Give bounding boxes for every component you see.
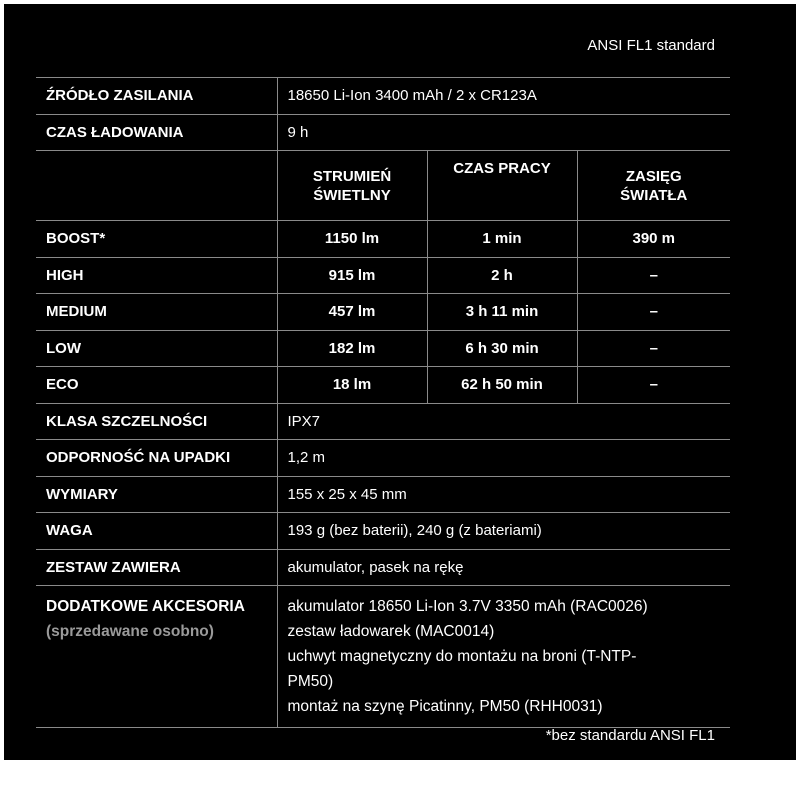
mode-row: [36, 367, 730, 404]
row-label: ŹRÓDŁO ZASILANIA: [46, 87, 194, 105]
mode-row: [36, 330, 730, 367]
row-label: WYMIARY: [46, 485, 118, 503]
mode-runtime: 62 h 50 min: [427, 367, 577, 404]
mode-runtime: 2 h: [427, 257, 577, 294]
accessory-item: zestaw ładowarek (MAC0014): [287, 623, 495, 640]
accessories-sublabel: (sprzedawane osobno): [46, 623, 214, 640]
row-value: 155 x 25 x 45 mm: [277, 476, 730, 513]
mode-name: BOOST*: [46, 230, 106, 248]
modes-header-row: [36, 151, 730, 221]
row-label: WAGA: [46, 522, 93, 540]
table-row: [36, 549, 730, 586]
mode-range: –: [577, 367, 730, 404]
mode-range: 390 m: [577, 221, 730, 258]
spec-table: [36, 77, 730, 728]
mode-range: –: [577, 294, 730, 331]
table-row: [36, 114, 730, 151]
accessory-item: PM50): [287, 673, 334, 690]
table-row: [36, 78, 730, 115]
accessories-list: [277, 586, 730, 728]
table-row: [36, 440, 730, 477]
accessory-item: uchwyt magnetyczny do montażu na broni (T-NTP-: [287, 648, 637, 665]
row-value: 1,2 m: [277, 440, 730, 477]
table-row: [36, 513, 730, 550]
mode-row: [36, 221, 730, 258]
mode-range: –: [577, 330, 730, 367]
row-value: 9 h: [277, 114, 730, 151]
table-row: [36, 403, 730, 440]
row-label: ZESTAW ZAWIERA: [46, 558, 181, 576]
footnote: *bez standardu ANSI FL1: [545, 727, 715, 744]
header-range: ZASIĘG ŚWIATŁA: [577, 151, 730, 221]
accessories-row: [36, 586, 730, 728]
mode-runtime: 1 min: [427, 221, 577, 258]
mode-name: MEDIUM: [46, 303, 107, 321]
row-value: akumulator, pasek na rękę: [277, 549, 730, 586]
mode-row: [36, 257, 730, 294]
mode-name: HIGH: [46, 266, 84, 284]
header-lumens: STRUMIEŃ ŚWIETLNY: [277, 151, 427, 221]
mode-runtime: 6 h 30 min: [427, 330, 577, 367]
mode-lumens: 915 lm: [277, 257, 427, 294]
mode-name: LOW: [46, 339, 81, 357]
mode-range: –: [577, 257, 730, 294]
mode-name: ECO: [46, 376, 79, 394]
mode-row: [36, 294, 730, 331]
accessory-item: montaż na szynę Picatinny, PM50 (RHH0031): [287, 698, 603, 715]
row-value: 193 g (bez baterii), 240 g (z bateriami): [277, 513, 730, 550]
table-row: [36, 476, 730, 513]
row-label: ODPORNOŚĆ NA UPADKI: [46, 449, 231, 467]
row-label: CZAS ŁADOWANIA: [46, 123, 184, 141]
header-empty-cell: [36, 151, 277, 221]
mode-lumens: 457 lm: [277, 294, 427, 331]
mode-lumens: 18 lm: [277, 367, 427, 404]
accessory-item: akumulator 18650 Li-Ion 3.7V 3350 mAh (RAC0026): [287, 598, 648, 615]
row-value: IPX7: [277, 403, 730, 440]
header-runtime: CZAS PRACY: [427, 151, 577, 221]
row-value: 18650 Li-Ion 3400 mAh / 2 x CR123A: [277, 78, 730, 115]
mode-lumens: 1150 lm: [277, 221, 427, 258]
mode-lumens: 182 lm: [277, 330, 427, 367]
row-label: KLASA SZCZELNOŚCI: [46, 412, 208, 430]
accessories-label: DODATKOWE AKCESORIA: [46, 598, 245, 615]
spec-panel: [4, 4, 796, 760]
mode-runtime: 3 h 11 min: [427, 294, 577, 331]
standard-note: ANSI FL1 standard: [587, 37, 715, 54]
accessories-label-cell: [36, 586, 277, 728]
